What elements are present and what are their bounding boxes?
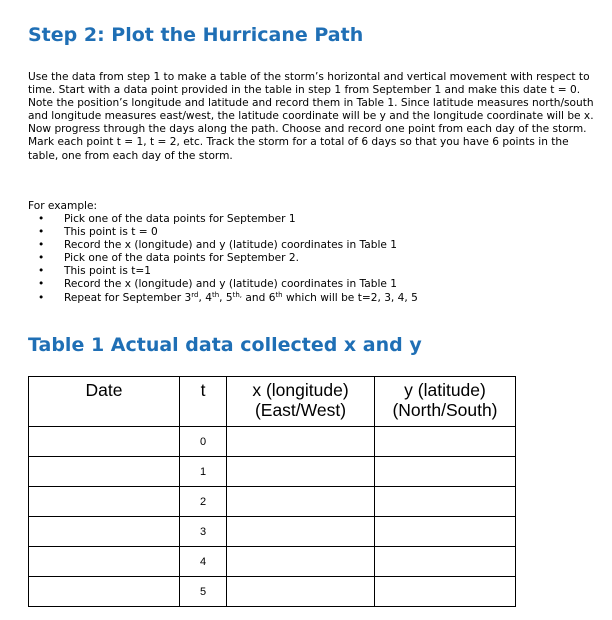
example-label: For example: xyxy=(28,200,98,212)
y-cell[interactable] xyxy=(375,517,516,547)
bullet-icon: • xyxy=(38,252,45,265)
y-cell[interactable] xyxy=(375,547,516,577)
list-item xyxy=(28,213,418,226)
x-cell[interactable] xyxy=(227,457,375,487)
list-item-text: Pick one of the data points for September 1 xyxy=(64,213,296,225)
date-cell[interactable] xyxy=(29,487,180,517)
t-cell: 5 xyxy=(180,577,227,607)
bullet-icon: • xyxy=(38,239,45,252)
list-item-text: This point is t=1 xyxy=(64,265,152,278)
bullet-icon: • xyxy=(38,265,45,278)
header-t: t xyxy=(180,377,227,427)
list-item xyxy=(28,252,418,265)
list-item xyxy=(28,226,418,239)
list-item-text: This point is t = 0 xyxy=(64,226,158,239)
table-row xyxy=(29,577,516,607)
table-row xyxy=(29,427,516,457)
data-table xyxy=(28,376,516,607)
y-cell[interactable] xyxy=(375,427,516,457)
table-header-row xyxy=(29,377,516,427)
table-row xyxy=(29,547,516,577)
table-row xyxy=(29,457,516,487)
list-item-text: Pick one of the data points for September 2. xyxy=(64,252,299,265)
t-cell: 2 xyxy=(180,487,227,517)
example-steps-list xyxy=(28,213,418,305)
t-cell: 4 xyxy=(180,547,227,577)
table-row xyxy=(29,517,516,547)
y-cell[interactable] xyxy=(375,457,516,487)
t-cell: 0 xyxy=(180,427,227,457)
date-cell[interactable] xyxy=(29,427,180,457)
list-item xyxy=(28,239,418,252)
x-cell[interactable] xyxy=(227,517,375,547)
x-cell[interactable] xyxy=(227,427,375,457)
x-cell[interactable] xyxy=(227,577,375,607)
list-item-text: Record the x (longitude) and y (latitude) coordinates in Table 1 xyxy=(64,278,398,291)
header-y-latitude: y (latitude) (North/South) xyxy=(375,377,516,427)
list-item xyxy=(28,265,418,278)
header-x-longitude: x (longitude) (East/West) xyxy=(227,377,375,427)
header-date: Date xyxy=(29,377,180,427)
list-item xyxy=(28,278,418,291)
list-item-text: Record the x (longitude) and y (latitude) coordinates in Table 1 xyxy=(64,239,398,252)
bullet-icon: • xyxy=(38,278,45,291)
date-cell[interactable] xyxy=(29,457,180,487)
bullet-icon: • xyxy=(38,226,45,239)
x-cell[interactable] xyxy=(227,547,375,577)
step-2-heading: Step 2: Plot the Hurricane Path xyxy=(28,24,364,46)
bullet-icon: • xyxy=(38,213,45,225)
x-cell[interactable] xyxy=(227,487,375,517)
table-row xyxy=(29,487,516,517)
list-item-text: Repeat for September 3rd, 4th, $5^{th,}$ and 6th which will be t=2, 3, 4, 5 xyxy=(64,290,418,304)
y-cell[interactable] xyxy=(375,487,516,517)
t-cell: 3 xyxy=(180,517,227,547)
list-item xyxy=(28,292,418,305)
date-cell[interactable] xyxy=(29,577,180,607)
t-cell: 1 xyxy=(180,457,227,487)
date-cell[interactable] xyxy=(29,517,180,547)
date-cell[interactable] xyxy=(29,547,180,577)
instructions-paragraph: Use the data from step 1 to make a table of the storm’s horizontal and vertical movement with respect to time. Start with a data point provided in the table in step 1 from September 1 and make this date t = 0. Note the position’s longitude and latitude and record them in Table 1. Since latitude measures north/south and longitude measures east/west, the latitude coordinate will be y and the longitude coordinate will be x. Now progress through the days along the path. Choose and record one point from each day of the storm. Mark each point t = 1, t = 2, etc. Track the storm for a total of 6 days so that you have 6 points in the table, one from each day of the storm. xyxy=(28,71,594,162)
bullet-icon: • xyxy=(38,291,45,304)
y-cell[interactable] xyxy=(375,577,516,607)
table-1-title: Table 1 Actual data collected x and y xyxy=(28,334,422,356)
